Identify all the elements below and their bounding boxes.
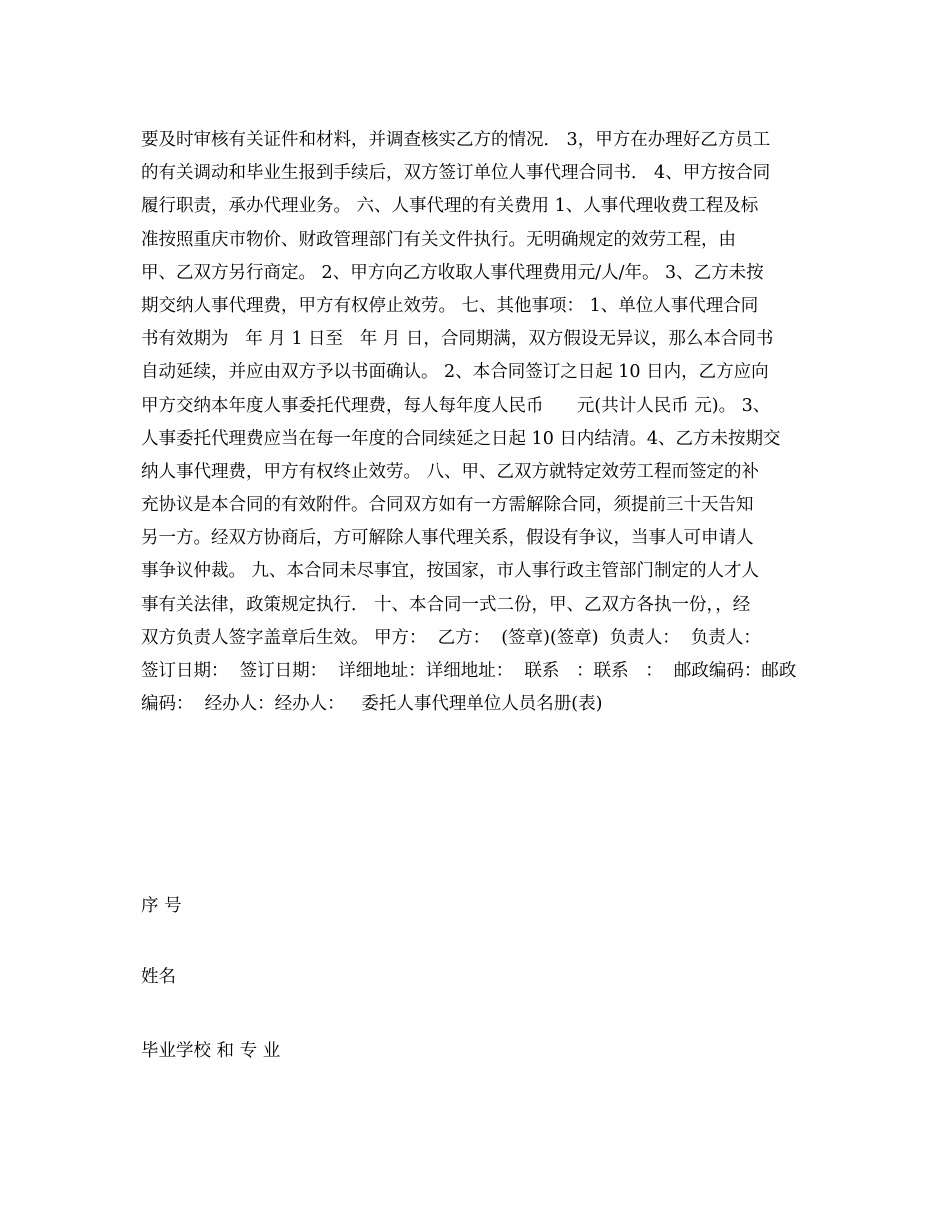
text-line: 纳人事代理费，甲方有权终止效劳。 八、甲、乙双方就特定效劳工程而签定的补 — [141, 461, 760, 482]
table-label-school-major: 毕业学校 和 专 业 — [141, 1041, 281, 1061]
text-line: 事争议仲裁。 九、本合同未尽事宜，按国家，市人事行政主管部门制定的人才人 — [141, 561, 760, 582]
text-line: 自动延续，并应由双方予以书面确认。 2、本合同签订之日起 10 日内，乙方应向 — [141, 362, 769, 383]
text-line: 事有关法律，政策规定执行． 十、本合同一式二份，甲、乙双方各执一份，，经 — [141, 594, 751, 615]
text-line: 双方负责人签字盖章后生效。 甲方： 乙方： (签章)(签章) 负责人： 负责人： — [141, 627, 761, 648]
contract-body-text — [141, 124, 813, 721]
text-line: 充协议是本合同的有效附件。合同双方如有一方需解除合同，须提前三十天告知 — [141, 495, 754, 516]
text-line: 期交纳人事代理费，甲方有权停止效劳。 七、其他事项： 1、单位人事代理合同 — [141, 295, 759, 316]
text-line: 要及时审核有关证件和材料，并调查核实乙方的情况． 3，甲方在办理好乙方员工 — [141, 130, 771, 150]
text-line: 书有效期为 年 月 1 日至 年 月 日，合同期满，双方假设无异议，那么本合同书 — [141, 329, 774, 350]
text-line: 准按照重庆市物价、财政管理部门有关文件执行。无明确规定的效劳工程，由 — [141, 229, 736, 250]
table-label-name: 姓名 — [141, 967, 176, 987]
text-line: 签订日期： 签订日期： 详细地址：详细地址： 联系 ：联系 ： 邮政编码：邮政 — [141, 661, 797, 681]
text-line: 另一方。经双方协商后，方可解除人事代理关系，假设有争议，当事人可申请人 — [141, 528, 754, 549]
table-label-serial: 序 号 — [141, 896, 182, 916]
text-line: 人事委托代理费应当在每一年度的合同续延之日起 10 日内结清。4、乙方未按期交 — [141, 428, 781, 449]
text-line: 的有关调动和毕业生报到手续后，双方签订单位人事代理合同书． 4、甲方按合同 — [141, 163, 771, 184]
text-line: 履行职责，承办代理业务。 六、人事代理的有关费用 1、人事代理收费工程及标 — [141, 196, 759, 217]
text-line: 甲方交纳本年度人事委托代理费，每人每年度人民币 元(共计人民币 元)。 3、 — [141, 395, 771, 416]
text-line: 甲、乙双方另行商定。 2、甲方向乙方收取人事代理费用元/人/年。 3、乙方未按 — [141, 262, 764, 283]
text-line: 编码： 经办人：经办人： 委托人事代理单位人员名册(表) — [141, 694, 603, 715]
